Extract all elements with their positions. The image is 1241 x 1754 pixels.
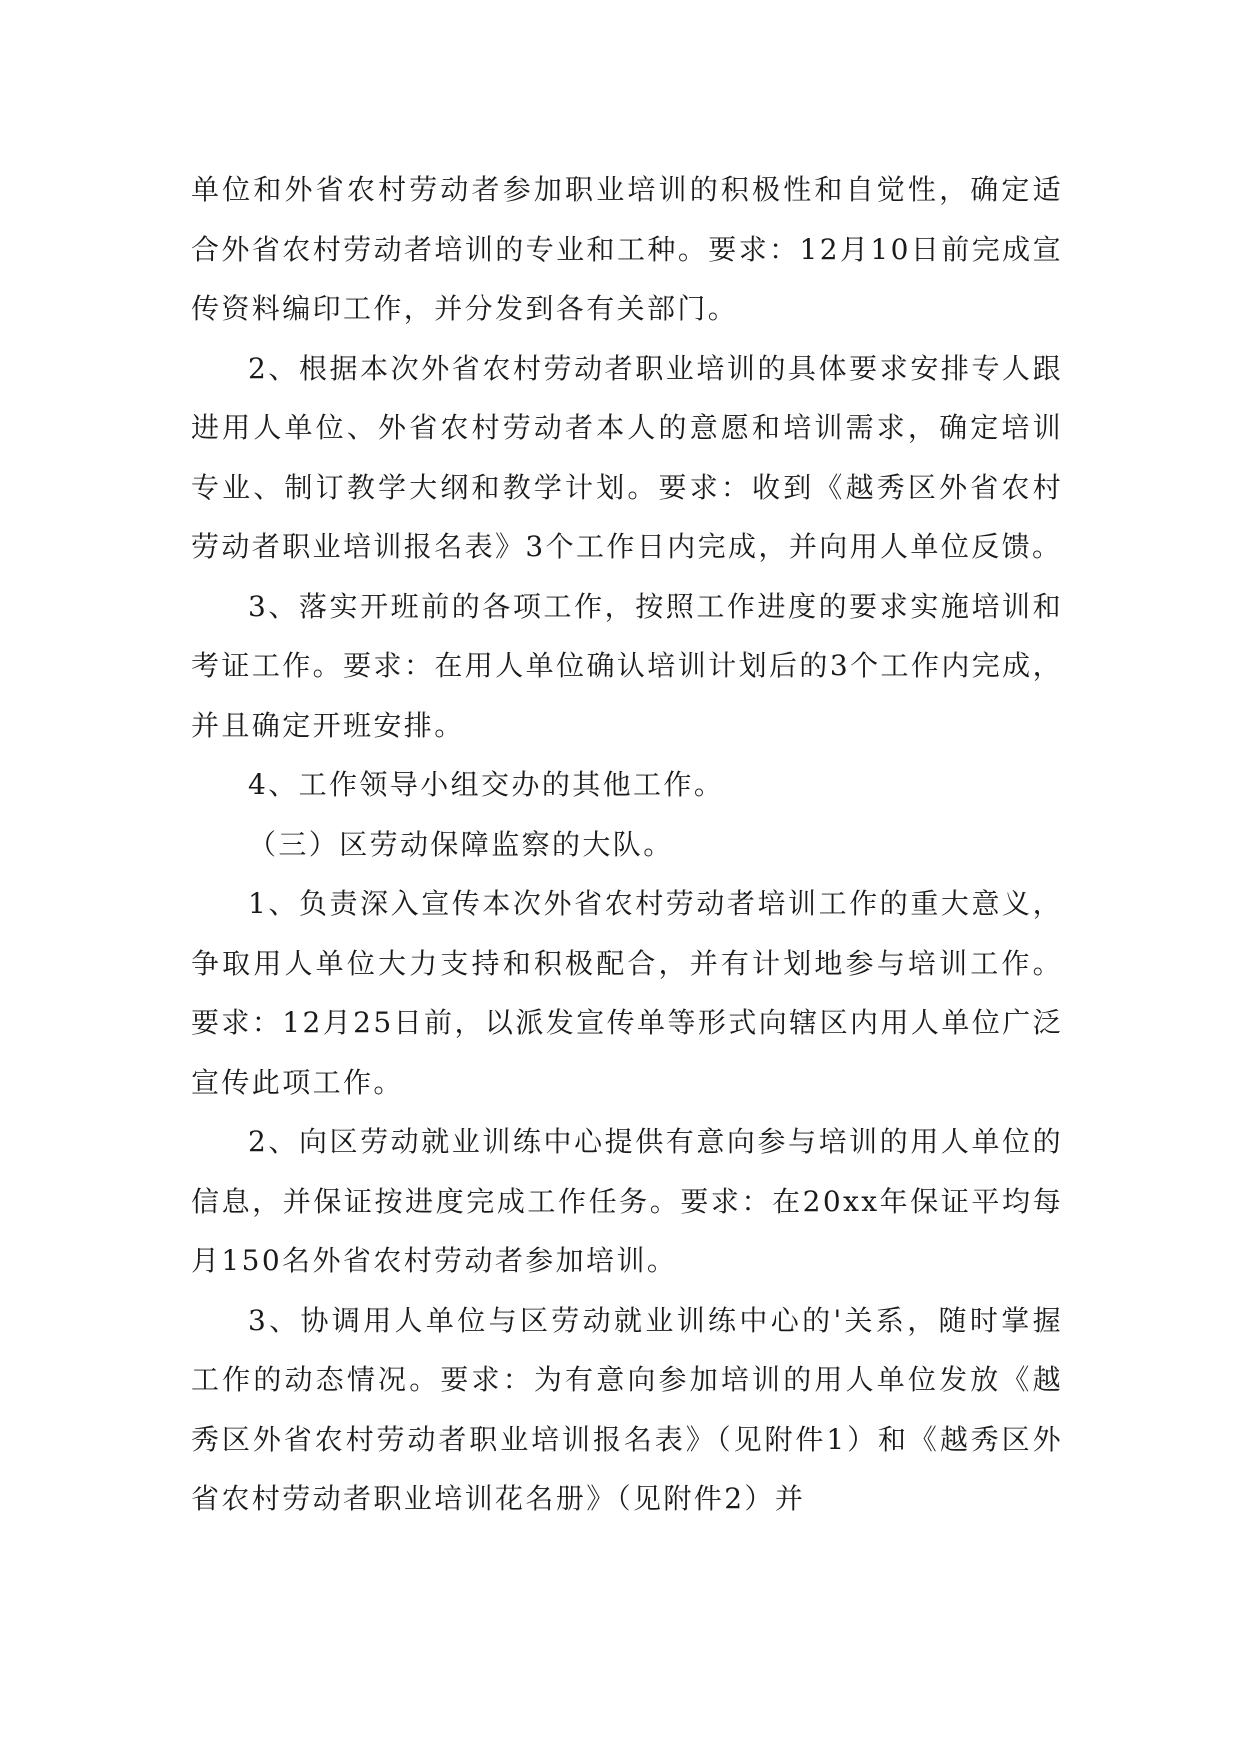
paragraph-item-4-other-tasks: 4、工作领导小组交办的其他工作。	[248, 768, 725, 801]
paragraph-item-2-employer-info: 2、向区劳动就业训练中心提供有意向参与培训的用人单位的信息，并保证按进度完成工作任务。要求：在20xx年保证平均每月150名外省农村劳动者参加培训。	[191, 1125, 1063, 1277]
paragraph-item-1-publicity: 1、负责深入宣传本次外省农村劳动者培训工作的重大意义，争取用人单位大力支持和积极配合，并有计划地参与培训工作。要求：12月25日前，以派发宣传单等形式向辖区内用人单位广泛宣传此项工作。	[191, 887, 1063, 1099]
paragraph-continuation: 单位和外省农村劳动者参加职业培训的积极性和自觉性，确定适合外省农村劳动者培训的专业和工种。要求：12月10日前完成宣传资料编印工作，并分发到各有关部门。	[191, 173, 1063, 325]
section-heading-inspection-brigade: （三）区劳动保障监察的大队。	[248, 827, 674, 861]
paragraph-item-3-class-preparation: 3、落实开班前的各项工作，按照工作进度的要求实施培训和考证工作。要求：在用人单位确认培训计划后的3个工作内完成，并且确定开班安排。	[191, 589, 1063, 742]
paragraph-item-3-coordination: 3、协调用人单位与区劳动就业训练中心的'关系，随时掌握工作的动态情况。要求：为有意向参加培训的用人单位发放《越秀区外省农村劳动者职业培训报名表》（见附件1）和《越秀区外省农村劳动者职业培训花名册》（见附件2）并	[191, 1303, 1063, 1515]
document-body	[191, 160, 1063, 1529]
paragraph-item-2-training-requirements: 2、根据本次外省农村劳动者职业培训的具体要求安排专人跟进用人单位、外省农村劳动者本人的意愿和培训需求，确定培训专业、制订教学大纲和教学计划。要求：收到《越秀区外省农村劳动者职业培训报名表》3个工作日内完成，并向用人单位反馈。	[191, 351, 1063, 563]
